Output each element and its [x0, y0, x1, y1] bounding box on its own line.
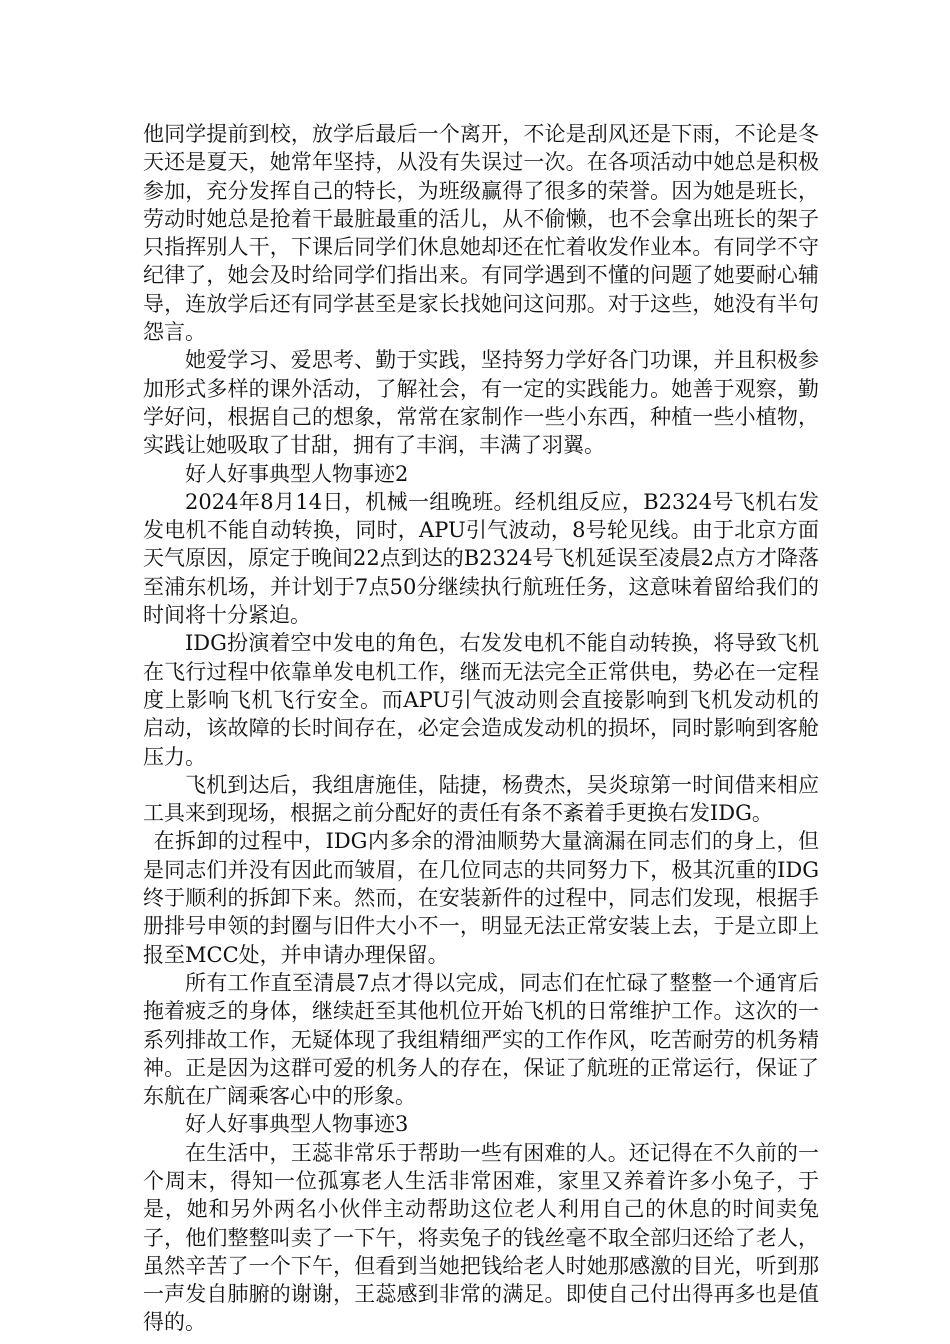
paragraph-learning: 她爱学习、爱思考、勤于实践，坚持努力学好各门功课，并且积极参加形式多样的课外活动，了解社会，有一定的实践能力。她善于观察，勤学好问，根据自己的想象，常常在家制作一些小东西，种植一些小植物，实践让她吸取了甘甜，拥有了丰润，丰满了羽翼。	[143, 348, 819, 458]
paragraph-arrival: 飞机到达后，我组唐施佳，陆捷，杨费杰，吴炎琼第一时间借来相应工具来到现场，根据之前分配好的责任有条不紊着手更换右发IDG。	[143, 772, 819, 826]
paragraph-idg-role: IDG扮演着空中发电的角色，右发发电机不能自动转换，将导致飞机在飞行过程中依靠单发电机工作，继而无法完全正常供电，势必在一定程度上影响飞机飞行安全。而APU引气波动则会直接影响到飞机发动机的启动，该故障的长时间存在，必定会造成发动机的损坏，同时影响到客舱压力。	[143, 631, 819, 769]
document-page	[143, 120, 819, 1337]
paragraph-completion: 所有工作直至清晨7点才得以完成，同志们在忙碌了整整一个通宵后拖着疲乏的身体，继续赶至其他机位开始飞机的日常维护工作。这次的一系列排故工作，无疑体现了我组精细严实的工作作风，吃苦耐劳的机务精神。正是因为这群可爱的机务人的存在，保证了航班的正常运行，保证了东航在广阔乘客心中的形象。	[143, 970, 819, 1109]
section-heading-2: 好人好事典型人物事迹2	[185, 461, 409, 486]
paragraph-continuation: 他同学提前到校，放学后最后一个离开，不论是刮风还是下雨，不论是冬天还是夏天，她常年坚持，从没有失误过一次。在各项活动中她总是积极参加，充分发挥自己的特长，为班级赢得了很多的荣誉。因为她是班长，劳动时她总是抢着干最脏最重的活儿，从不偷懒，也不会拿出班长的架子只指挥别人干，下课后同学们休息她却还在忙着收发作业本。有同学不守纪律了，她会及时给同学们指出来。有同学遇到不懂的问题了她要耐心辅导，连放学后还有同学甚至是家长找她问这问那。对于这些，她没有半句怨言。	[143, 122, 819, 345]
paragraph-helping: 在生活中，王蕊非常乐于帮助一些有困难的人。还记得在不久前的一个周末，得知一位孤寡老人生活非常困难，家里又养着许多小兔子，于是，她和另外两名小伙伴主动帮助这位老人利用自己的休息的时间卖兔子，他们整整叫卖了一下午，将卖兔子的钱丝毫不取全部归还给了老人，虽然辛苦了一个下午，但看到当她把钱给老人时她那感激的目光，听到那一声发自肺腑的谢谢，王蕊感到非常的满足。即使自己付出得再多也是值得的。	[143, 1140, 819, 1335]
paragraph-incident: 2024年8月14日，机械一组晚班。经机组反应，B2324号飞机右发发电机不能自动转换，同时，APU引气波动，8号轮见线。由于北京方面天气原因，原定于晚间22点到达的B2324号飞机延误至凌晨2点方才降落至浦东机场，并计划于7点50分继续执行航班任务，这意味着留给我们的时间将十分紧迫。	[143, 489, 819, 628]
section-heading-3: 好人好事典型人物事迹3	[185, 1112, 409, 1137]
paragraph-removal: 在拆卸的过程中，IDG内多余的滑油顺势大量滴漏在同志们的身上，但是同志们并没有因此而皱眉，在几位同志的共同努力下，极其沉重的IDG终于顺利的拆卸下来。然而，在安装新件的过程中，同志们发现，根据手册排号申领的封圈与旧件大小不一，明显无法正常安装上去，于是立即上报至MCC处，并申请办理保留。	[143, 829, 819, 967]
